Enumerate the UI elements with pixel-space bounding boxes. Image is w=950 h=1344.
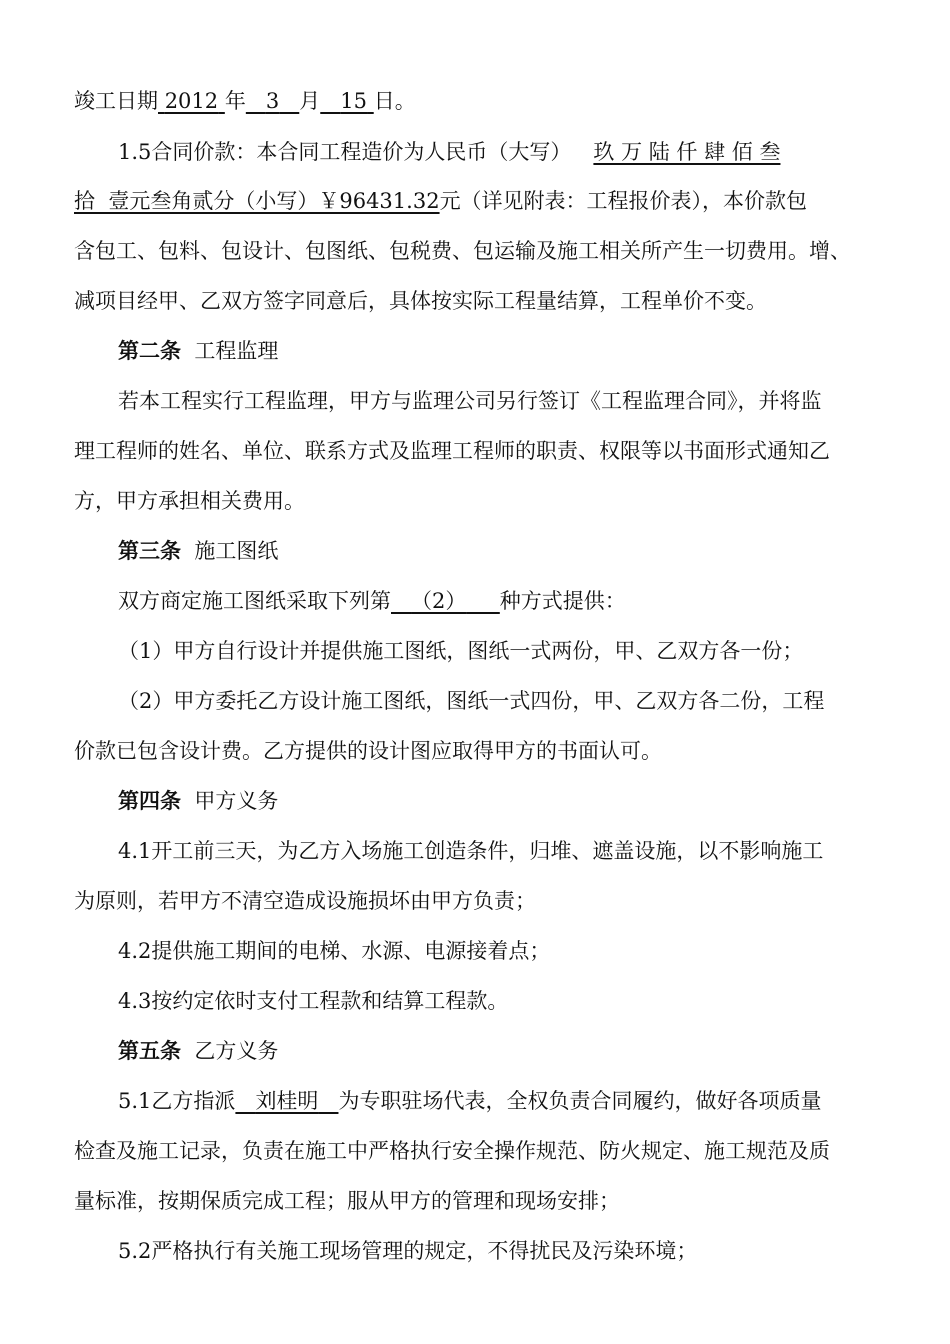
price-line-1: 1.5合同价款：本合同工程造价为人民币（大写） 玖 万 陆 仟 肆 佰 叁	[118, 140, 781, 164]
article-2-title: 工程监理	[194, 339, 279, 363]
article-2-number: 第二条	[118, 339, 181, 363]
article-4-item-1a: 4.1开工前三天，为乙方入场施工创造条件，归堆、遮盖设施，以不影响施工	[118, 839, 824, 863]
site-representative-name: 刘桂明	[255, 1089, 319, 1113]
article-5-item-1b: 检查及施工记录，负责在施工中严格执行安全操作规范、防火规定、施工规范及质	[74, 1139, 830, 1163]
article-3-para-1: 双方商定施工图纸采取下列第 （2） 种方式提供：	[118, 589, 626, 613]
price-line-4: 减项目经甲、乙双方签字同意后，具体按实际工程量结算，工程单价不变。	[74, 289, 767, 313]
article-3-title: 施工图纸	[194, 539, 279, 563]
article-3-option-2a: （2）甲方委托乙方设计施工图纸，图纸一式四份，甲、乙双方各二份，工程	[118, 689, 825, 713]
article-2-para-1: 若本工程实行工程监理，甲方与监理公司另行签订《工程监理合同》，并将监	[118, 389, 822, 413]
completion-date-label: 竣工日期	[74, 89, 158, 113]
completion-month: 3	[265, 89, 280, 113]
day-unit: 日。	[373, 89, 416, 113]
drawing-method-choice: （2）	[411, 589, 467, 613]
article-5-number: 第五条	[118, 1039, 181, 1063]
article-2-heading	[118, 336, 950, 366]
article-3-heading	[118, 536, 950, 566]
article-4-title: 甲方义务	[194, 789, 279, 813]
article-4-number: 第四条	[118, 789, 181, 813]
article-5-title: 乙方义务	[194, 1039, 279, 1063]
article-2-para-3: 方，甲方承担相关费用。	[74, 489, 305, 513]
price-line-2: 拾 壹元叁角贰分（小写）￥96431.32元（详见附表：工程报价表），本价款包	[74, 189, 808, 213]
article-4-item-2: 4.2提供施工期间的电梯、水源、电源接着点；	[118, 939, 551, 963]
completion-year: 2012	[164, 89, 219, 113]
article-5-item-1c: 量标准，按期保质完成工程；服从甲方的管理和现场安排；	[74, 1189, 620, 1213]
completion-date-line	[74, 86, 950, 116]
article-5-item-2: 5.2严格执行有关施工现场管理的规定，不得扰民及污染环境；	[118, 1239, 698, 1263]
article-5-heading	[118, 1036, 950, 1066]
article-4-item-3: 4.3按约定依时支付工程款和结算工程款。	[118, 989, 509, 1013]
price-line-3: 含包工、包料、包设计、包图纸、包税费、包运输及施工相关所产生一切费用。增、	[74, 239, 851, 263]
article-5-item-1a: 5.1乙方指派 刘桂明 为专职驻场代表，全权负责合同履约，做好各项质量	[118, 1089, 822, 1113]
article-3-option-2b: 价款已包含设计费。乙方提供的设计图应取得甲方的书面认可。	[74, 739, 662, 763]
article-4-heading	[118, 786, 950, 816]
article-3-option-1: （1）甲方自行设计并提供施工图纸，图纸一式两份，甲、乙双方各一份；	[118, 639, 804, 663]
article-4-item-1b: 为原则，若甲方不清空造成设施损坏由甲方负责；	[74, 889, 536, 913]
article-2-para-2: 理工程师的姓名、单位、联系方式及监理工程师的职责、权限等以书面形式通知乙	[74, 439, 830, 463]
price-amount-words-2: 拾 壹元叁角贰分（小写）￥96431.32	[74, 189, 440, 213]
completion-day: 15	[340, 89, 368, 113]
price-amount-words-1: 玖 万 陆 仟 肆 佰 叁	[593, 140, 781, 164]
month-unit: 月	[299, 89, 321, 113]
article-3-number: 第三条	[118, 539, 181, 563]
year-unit: 年	[224, 89, 246, 113]
